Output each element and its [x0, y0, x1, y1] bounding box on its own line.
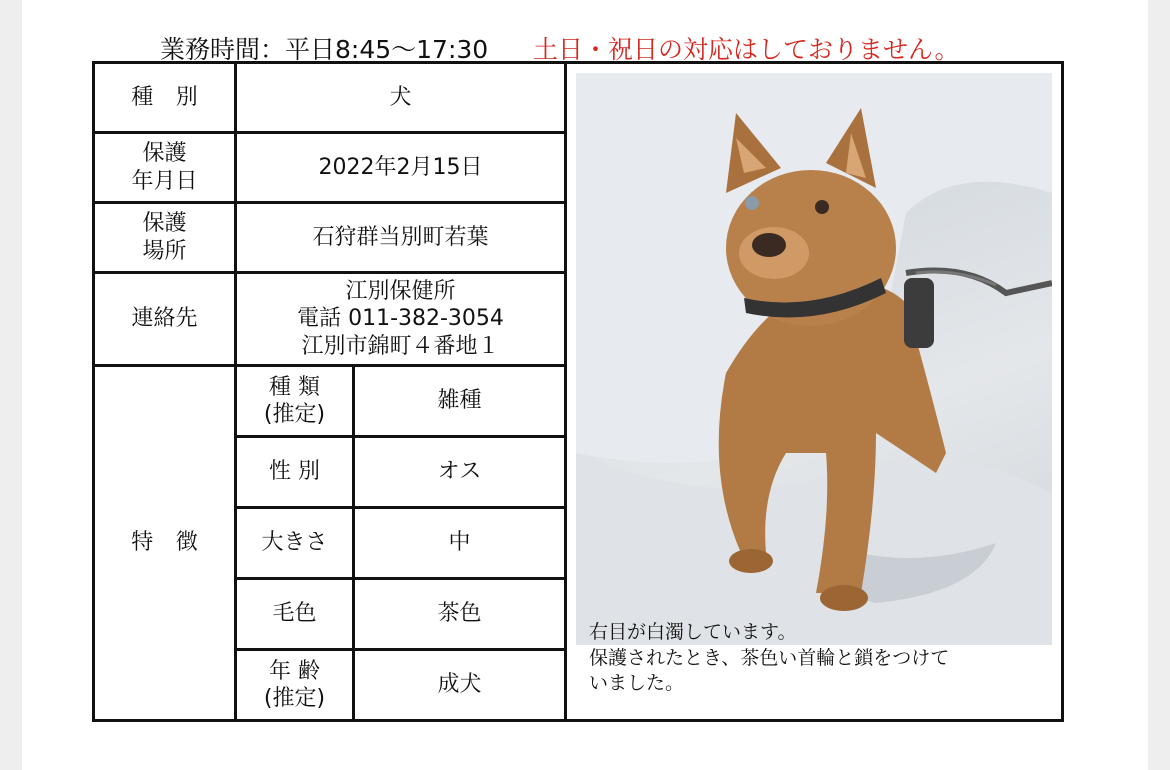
species-value: 犬 — [236, 63, 566, 133]
dog-photo — [576, 73, 1052, 645]
contact-value — [236, 273, 566, 366]
species-label: 種 別 — [94, 63, 236, 133]
age-label: 年 齢 (推定) — [236, 650, 354, 721]
contact-office: 江別保健所 — [345, 278, 456, 304]
remark-line: 右目が白濁しています。 — [589, 621, 797, 643]
sex-value: オス — [354, 437, 566, 508]
breed-label: 種 類 (推定) — [236, 366, 354, 437]
photo-cell — [566, 63, 1063, 721]
contact-phone: 電話 011-382-3054 — [297, 306, 504, 332]
color-label: 毛色 — [236, 579, 354, 650]
features-label: 特 徴 — [94, 366, 236, 721]
lost-dog-card — [92, 61, 1064, 722]
breed-value: 雑種 — [354, 366, 566, 437]
date-label: 保護 年月日 — [94, 133, 236, 203]
place-value: 石狩群当別町若葉 — [236, 203, 566, 273]
remark-line: いました。 — [589, 672, 685, 695]
remarks — [589, 620, 1049, 697]
size-label: 大きさ — [236, 508, 354, 579]
sex-label: 性 別 — [236, 437, 354, 508]
age-value: 成犬 — [354, 650, 566, 721]
contact-address: 江別市錦町４番地１ — [301, 333, 500, 359]
contact-label: 連絡先 — [94, 273, 236, 366]
size-value: 中 — [354, 508, 566, 579]
business-hours: 業務時間：平日8:45〜17:30 — [160, 35, 489, 64]
remark-line: 保護されたとき、茶色い首輪と鎖をつけて — [589, 646, 950, 669]
holiday-notice: 土日・祝日の対応はしておりません。 — [533, 35, 960, 64]
date-value: 2022年2月15日 — [236, 133, 566, 203]
header — [0, 26, 1170, 66]
color-value: 茶色 — [354, 579, 566, 650]
place-label: 保護 場所 — [94, 203, 236, 273]
